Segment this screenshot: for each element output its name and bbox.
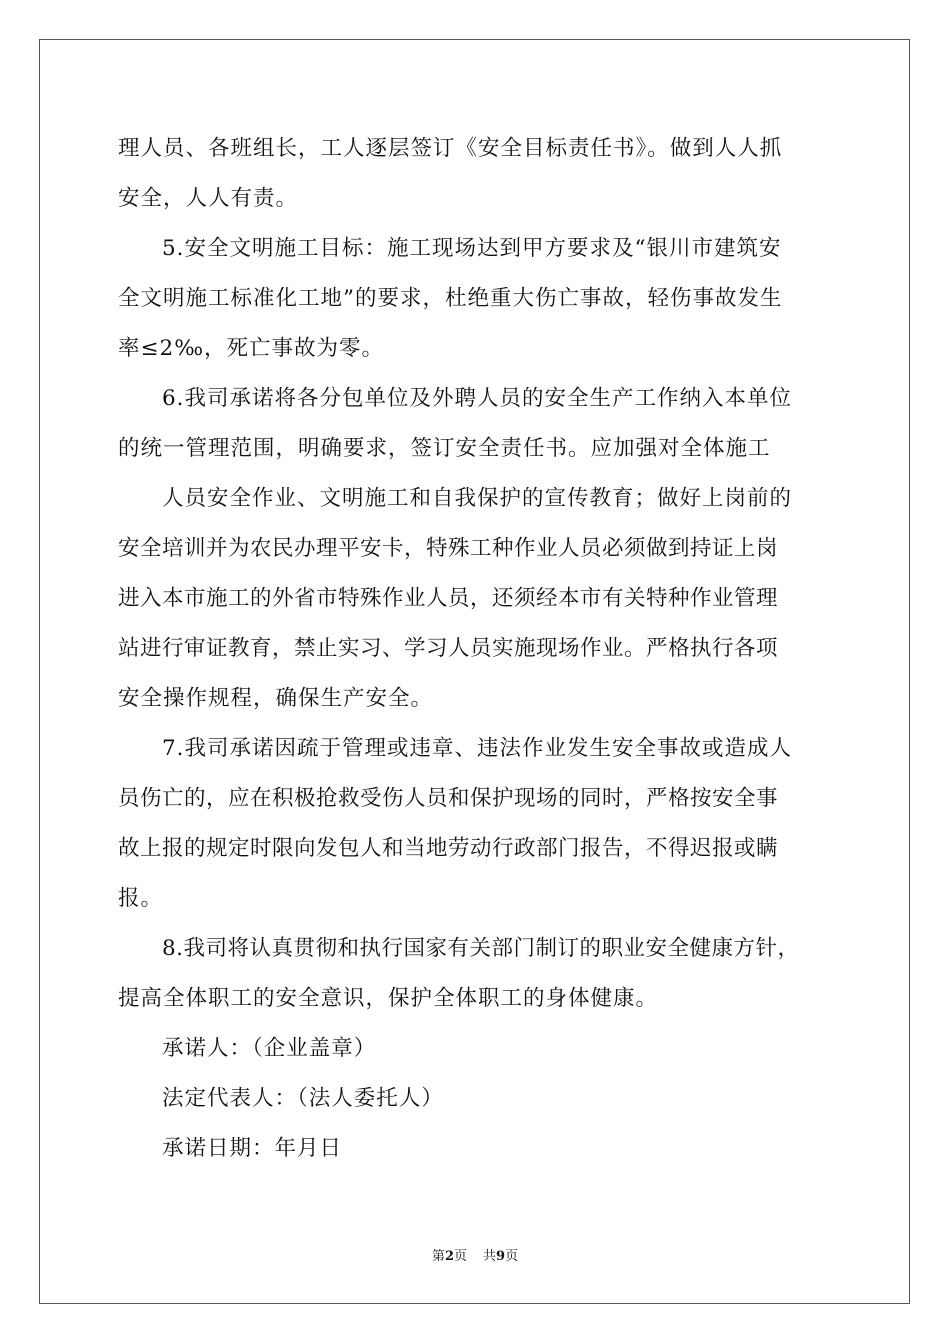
signatory-line: 承诺人：（企业盖章） xyxy=(162,1036,377,1061)
text-line: 率≤2‰，死亡事故为零。 xyxy=(118,336,385,361)
text-line: 安全操作规程，确保生产安全。 xyxy=(118,686,434,711)
text-line: 站进行审证教育，禁止实习、学习人员实施现场作业。严格执行各项 xyxy=(118,636,779,661)
total-prefix: 共 xyxy=(483,1249,497,1264)
text-line: 全文明施工标准化工地”的要求，杜绝重大伤亡事故，轻伤事故发生 xyxy=(118,286,783,311)
page-prefix: 第 xyxy=(431,1249,445,1264)
page-suffix: 页 xyxy=(453,1249,467,1264)
text-line: 8.我司将认真贯彻和执行国家有关部门制订的职业安全健康方针， xyxy=(162,936,800,961)
total-suffix: 页 xyxy=(505,1249,519,1264)
text-line: 理人员、各班组长，工人逐层签订《安全目标责任书》。做到人人抓 xyxy=(118,136,783,161)
commitment-date-line: 承诺日期：年月日 xyxy=(162,1136,343,1161)
text-line: 员伤亡的，应在积极抢救受伤人员和保护现场的同时，严格按安全事 xyxy=(118,786,779,811)
text-line: 6.我司承诺将各分包单位及外聘人员的安全生产工作纳入本单位 xyxy=(162,386,793,411)
text-line: 5.安全文明施工目标：施工现场达到甲方要求及“银川市建筑安 xyxy=(162,236,782,261)
text-line: 安全培训并为农民办理平安卡，特殊工种作业人员必须做到持证上岗 xyxy=(118,536,779,561)
page-footer xyxy=(0,1247,950,1267)
text-line: 的统一管理范围，明确要求，签订安全责任书。应加强对全体施工 xyxy=(118,436,771,461)
total-pages: 9 xyxy=(496,1249,506,1264)
page-number: 2 xyxy=(444,1249,454,1264)
text-line: 进入本市施工的外省市特殊作业人员，还须经本市有关特种作业管理 xyxy=(118,586,779,611)
text-line: 提高全体职工的安全意识，保护全体职工的身体健康。 xyxy=(118,986,659,1011)
text-line: 7.我司承诺因疏于管理或违章、违法作业发生安全事故或造成人 xyxy=(162,736,793,761)
text-line: 人员安全作业、文明施工和自我保护的宣传教育；做好上岗前的 xyxy=(162,486,793,511)
text-line: 报。 xyxy=(118,886,164,911)
legal-representative-line: 法定代表人：（法人委托人） xyxy=(162,1086,444,1111)
document-body xyxy=(118,124,838,1174)
text-line: 安全，人人有责。 xyxy=(118,186,299,211)
text-line: 故上报的规定时限向发包人和当地劳动行政部门报告，不得迟报或瞒 xyxy=(118,836,779,861)
